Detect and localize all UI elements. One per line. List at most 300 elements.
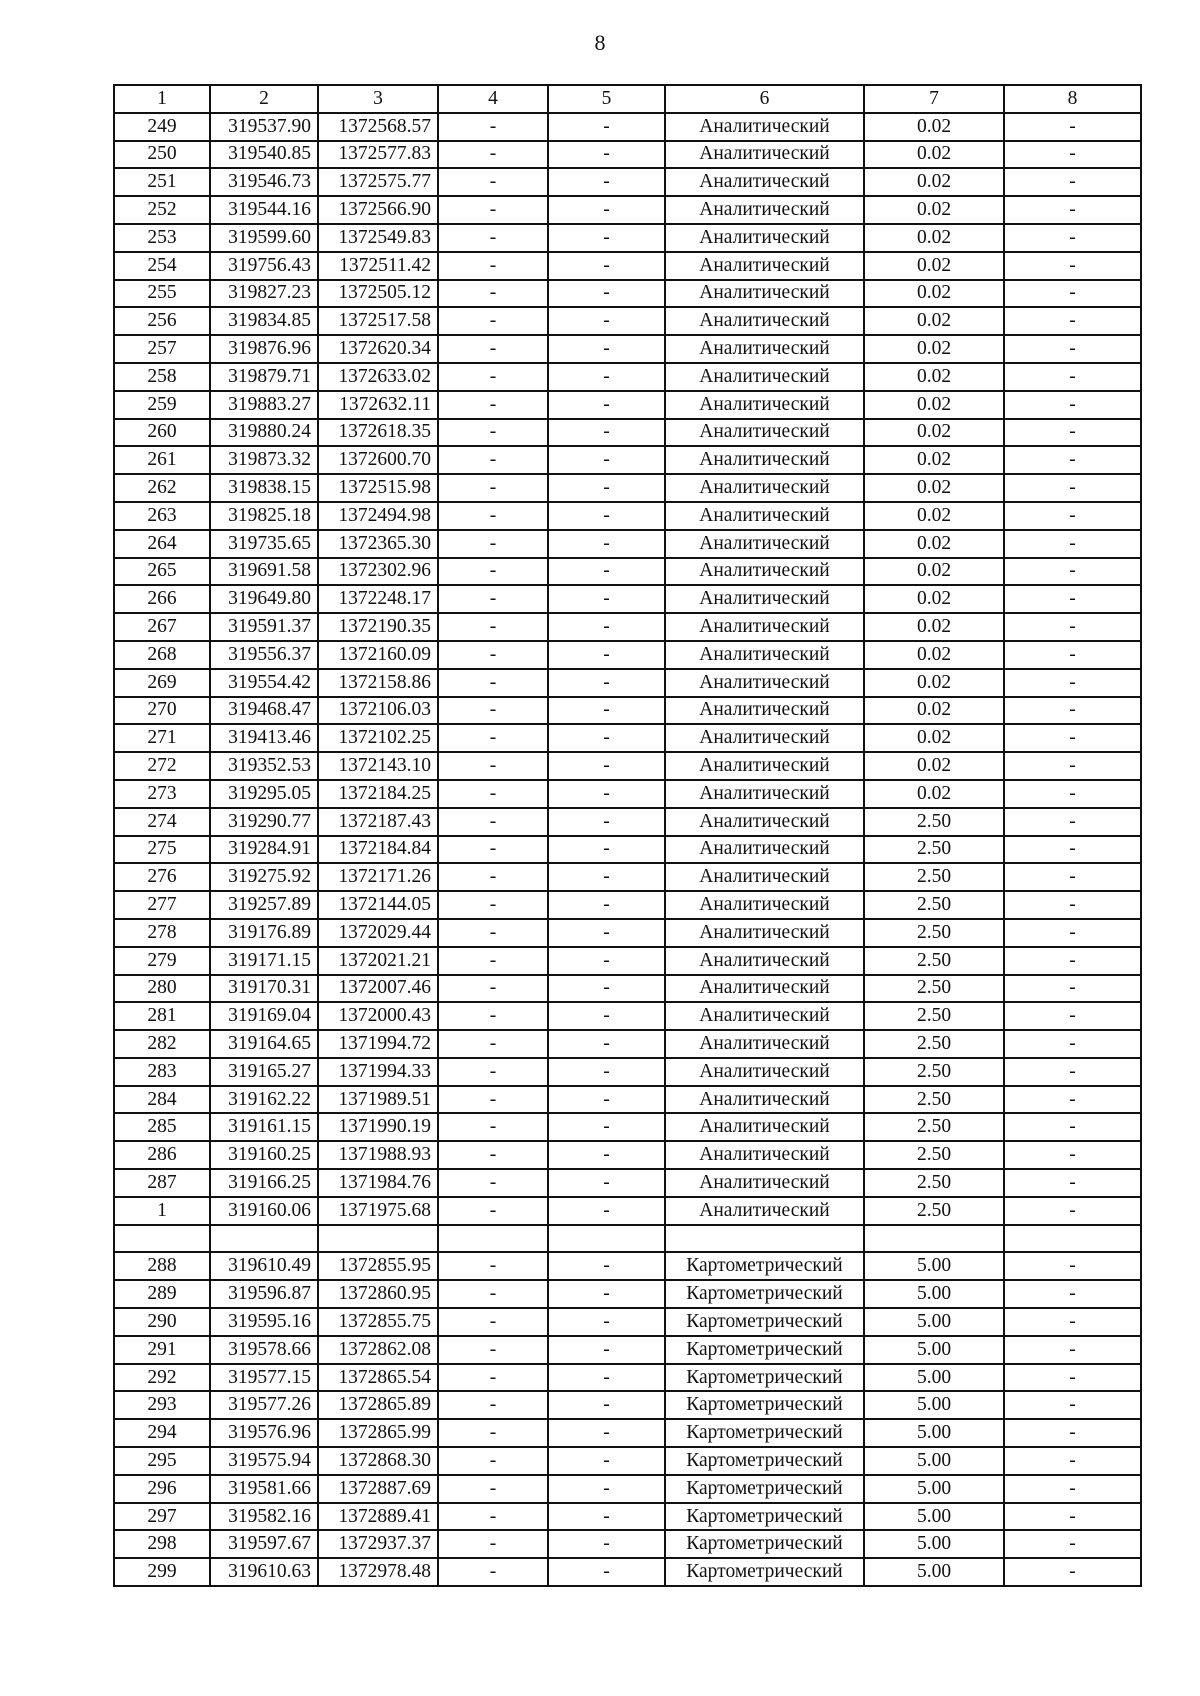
- col5-value-cell: -: [548, 252, 665, 280]
- col4-value-cell: -: [438, 863, 548, 891]
- col5-value-cell: -: [548, 863, 665, 891]
- y-coordinate-cell: 1372855.75: [318, 1308, 438, 1336]
- point-number-cell: 263: [114, 502, 210, 530]
- x-coordinate-cell: 319610.49: [210, 1252, 318, 1280]
- table-row: [114, 1475, 1141, 1503]
- col4-value-cell: -: [438, 558, 548, 586]
- table-row: [114, 697, 1141, 725]
- table-row: [114, 1252, 1141, 1280]
- x-coordinate-cell: 319691.58: [210, 558, 318, 586]
- x-coordinate-cell: 319879.71: [210, 363, 318, 391]
- point-number-cell: 286: [114, 1141, 210, 1169]
- col4-value-cell: -: [438, 891, 548, 919]
- col8-value-cell: -: [1004, 113, 1141, 141]
- col5-value-cell: -: [548, 335, 665, 363]
- y-coordinate-cell: 1372855.95: [318, 1252, 438, 1280]
- accuracy-cell: 5.00: [864, 1364, 1004, 1392]
- y-coordinate-cell: 1372577.83: [318, 141, 438, 169]
- table-row: [114, 585, 1141, 613]
- method-cell: Аналитический: [665, 1030, 864, 1058]
- table-row: [114, 502, 1141, 530]
- point-number-cell: 271: [114, 724, 210, 752]
- point-number-cell: 260: [114, 419, 210, 447]
- accuracy-cell: 0.02: [864, 335, 1004, 363]
- col5-value-cell: -: [548, 724, 665, 752]
- x-coordinate-cell: 319352.53: [210, 752, 318, 780]
- col8-value-cell: -: [1004, 1002, 1141, 1030]
- col4-value-cell: -: [438, 1475, 548, 1503]
- accuracy-cell: 0.02: [864, 141, 1004, 169]
- x-coordinate-cell: 319834.85: [210, 307, 318, 335]
- x-coordinate-cell: 319599.60: [210, 224, 318, 252]
- col8-value-cell: -: [1004, 1503, 1141, 1531]
- col4-value-cell: -: [438, 224, 548, 252]
- point-number-cell: 284: [114, 1086, 210, 1114]
- y-coordinate-cell: 1372865.99: [318, 1419, 438, 1447]
- table-row: [114, 780, 1141, 808]
- y-coordinate-cell: 1372889.41: [318, 1503, 438, 1531]
- col4-value-cell: -: [438, 585, 548, 613]
- col5-value-cell: -: [548, 780, 665, 808]
- y-coordinate-cell: 1372365.30: [318, 530, 438, 558]
- col4-value-cell: -: [438, 697, 548, 725]
- y-coordinate-cell: 1372620.34: [318, 335, 438, 363]
- y-coordinate-cell: 1372860.95: [318, 1280, 438, 1308]
- accuracy-cell: 5.00: [864, 1530, 1004, 1558]
- accuracy-cell: 0.02: [864, 474, 1004, 502]
- col5-value-cell: -: [548, 1169, 665, 1197]
- y-coordinate-cell: 1372575.77: [318, 168, 438, 196]
- x-coordinate-cell: 319577.26: [210, 1391, 318, 1419]
- x-coordinate-cell: 319597.67: [210, 1530, 318, 1558]
- method-cell: Аналитический: [665, 502, 864, 530]
- col4-value-cell: -: [438, 1252, 548, 1280]
- table-row: [114, 669, 1141, 697]
- y-coordinate-cell: 1372515.98: [318, 474, 438, 502]
- y-coordinate-cell: 1372865.54: [318, 1364, 438, 1392]
- y-coordinate-cell: 1371989.51: [318, 1086, 438, 1114]
- method-cell: Картометрический: [665, 1308, 864, 1336]
- col4-value-cell: -: [438, 1419, 548, 1447]
- x-coordinate-cell: 319827.23: [210, 280, 318, 308]
- y-coordinate-cell: 1372184.25: [318, 780, 438, 808]
- table-row: [114, 141, 1141, 169]
- x-coordinate-cell: 319838.15: [210, 474, 318, 502]
- col4-value-cell: -: [438, 613, 548, 641]
- table-row: [114, 808, 1141, 836]
- method-cell: Аналитический: [665, 613, 864, 641]
- table-row: [114, 335, 1141, 363]
- point-number-cell: 288: [114, 1252, 210, 1280]
- method-cell: Аналитический: [665, 1086, 864, 1114]
- col8-value-cell: -: [1004, 280, 1141, 308]
- table-row: [114, 474, 1141, 502]
- table-row: [114, 975, 1141, 1003]
- x-coordinate-cell: 319257.89: [210, 891, 318, 919]
- accuracy-cell: 5.00: [864, 1280, 1004, 1308]
- accuracy-cell: 2.50: [864, 891, 1004, 919]
- point-number-cell: 1: [114, 1197, 210, 1225]
- point-number-cell: 262: [114, 474, 210, 502]
- col8-value-cell: -: [1004, 780, 1141, 808]
- accuracy-cell: 2.50: [864, 1030, 1004, 1058]
- table-row: [114, 1002, 1141, 1030]
- method-cell: Картометрический: [665, 1558, 864, 1586]
- point-number-cell: 287: [114, 1169, 210, 1197]
- col4-value-cell: -: [438, 1447, 548, 1475]
- x-coordinate-cell: 319554.42: [210, 669, 318, 697]
- method-cell: Аналитический: [665, 780, 864, 808]
- point-number-cell: 251: [114, 168, 210, 196]
- method-cell: Картометрический: [665, 1475, 864, 1503]
- col5-value-cell: -: [548, 1113, 665, 1141]
- col5-value-cell: -: [548, 307, 665, 335]
- method-cell: Аналитический: [665, 168, 864, 196]
- y-coordinate-cell: 1372021.21: [318, 947, 438, 975]
- point-number-cell: 259: [114, 391, 210, 419]
- y-coordinate-cell: 1372633.02: [318, 363, 438, 391]
- point-number-cell: 297: [114, 1503, 210, 1531]
- method-cell: Аналитический: [665, 558, 864, 586]
- y-coordinate-cell: 1372302.96: [318, 558, 438, 586]
- accuracy-cell: 2.50: [864, 1169, 1004, 1197]
- x-coordinate-cell: 319735.65: [210, 530, 318, 558]
- col5-value-cell: -: [548, 196, 665, 224]
- table-row: [114, 1364, 1141, 1392]
- method-cell: Аналитический: [665, 724, 864, 752]
- col5-value-cell: -: [548, 391, 665, 419]
- x-coordinate-cell: 319169.04: [210, 1002, 318, 1030]
- empty-cell: [438, 1225, 548, 1253]
- col4-value-cell: -: [438, 641, 548, 669]
- col8-value-cell: -: [1004, 252, 1141, 280]
- table-row: [114, 530, 1141, 558]
- accuracy-cell: 5.00: [864, 1391, 1004, 1419]
- col4-value-cell: -: [438, 419, 548, 447]
- col8-value-cell: -: [1004, 1030, 1141, 1058]
- col5-value-cell: -: [548, 669, 665, 697]
- col8-value-cell: -: [1004, 947, 1141, 975]
- table-row: [114, 419, 1141, 447]
- point-number-cell: 295: [114, 1447, 210, 1475]
- accuracy-cell: 0.02: [864, 446, 1004, 474]
- col8-value-cell: -: [1004, 724, 1141, 752]
- table-row: [114, 224, 1141, 252]
- col8-value-cell: -: [1004, 558, 1141, 586]
- col4-value-cell: -: [438, 1197, 548, 1225]
- method-cell: Аналитический: [665, 697, 864, 725]
- accuracy-cell: 0.02: [864, 280, 1004, 308]
- accuracy-cell: 2.50: [864, 1002, 1004, 1030]
- table-row: [114, 1086, 1141, 1114]
- point-number-cell: 294: [114, 1419, 210, 1447]
- table-body: [114, 113, 1141, 1586]
- accuracy-cell: 2.50: [864, 919, 1004, 947]
- y-coordinate-cell: 1372190.35: [318, 613, 438, 641]
- point-number-cell: 296: [114, 1475, 210, 1503]
- col4-value-cell: -: [438, 1364, 548, 1392]
- y-coordinate-cell: 1372000.43: [318, 1002, 438, 1030]
- method-cell: Аналитический: [665, 419, 864, 447]
- col4-value-cell: -: [438, 1002, 548, 1030]
- col5-value-cell: -: [548, 113, 665, 141]
- col8-value-cell: -: [1004, 307, 1141, 335]
- table-row: [114, 863, 1141, 891]
- col8-value-cell: -: [1004, 1113, 1141, 1141]
- col5-value-cell: -: [548, 1530, 665, 1558]
- method-cell: Аналитический: [665, 808, 864, 836]
- empty-cell: [210, 1225, 318, 1253]
- method-cell: Картометрический: [665, 1336, 864, 1364]
- accuracy-cell: 5.00: [864, 1558, 1004, 1586]
- accuracy-cell: 0.02: [864, 168, 1004, 196]
- coordinates-table: [113, 84, 1142, 1587]
- y-coordinate-cell: 1372106.03: [318, 697, 438, 725]
- accuracy-cell: 0.02: [864, 252, 1004, 280]
- accuracy-cell: 0.02: [864, 752, 1004, 780]
- table-row: [114, 1058, 1141, 1086]
- accuracy-cell: 0.02: [864, 530, 1004, 558]
- x-coordinate-cell: 319164.65: [210, 1030, 318, 1058]
- table-row: [114, 919, 1141, 947]
- point-number-cell: 249: [114, 113, 210, 141]
- x-coordinate-cell: 319873.32: [210, 446, 318, 474]
- table-row: [114, 1141, 1141, 1169]
- accuracy-cell: 2.50: [864, 1141, 1004, 1169]
- col4-value-cell: -: [438, 947, 548, 975]
- accuracy-cell: 0.02: [864, 113, 1004, 141]
- point-number-cell: 270: [114, 697, 210, 725]
- col5-value-cell: -: [548, 1308, 665, 1336]
- accuracy-cell: 0.02: [864, 363, 1004, 391]
- col8-value-cell: -: [1004, 585, 1141, 613]
- table-row: [114, 1391, 1141, 1419]
- col8-value-cell: -: [1004, 669, 1141, 697]
- accuracy-cell: 0.02: [864, 613, 1004, 641]
- method-cell: Аналитический: [665, 1169, 864, 1197]
- y-coordinate-cell: 1372511.42: [318, 252, 438, 280]
- col8-value-cell: -: [1004, 1058, 1141, 1086]
- col8-value-cell: -: [1004, 1558, 1141, 1586]
- y-coordinate-cell: 1372887.69: [318, 1475, 438, 1503]
- table-row: [114, 558, 1141, 586]
- method-cell: Аналитический: [665, 836, 864, 864]
- col8-value-cell: -: [1004, 975, 1141, 1003]
- x-coordinate-cell: 319610.63: [210, 1558, 318, 1586]
- col5-value-cell: -: [548, 808, 665, 836]
- y-coordinate-cell: 1372184.84: [318, 836, 438, 864]
- col8-value-cell: -: [1004, 836, 1141, 864]
- method-cell: Аналитический: [665, 1002, 864, 1030]
- method-cell: Аналитический: [665, 196, 864, 224]
- table-row: [114, 1530, 1141, 1558]
- col5-value-cell: -: [548, 1252, 665, 1280]
- table-row: [114, 252, 1141, 280]
- col5-value-cell: -: [548, 502, 665, 530]
- col8-value-cell: -: [1004, 808, 1141, 836]
- empty-cell: [665, 1225, 864, 1253]
- empty-cell: [114, 1225, 210, 1253]
- point-number-cell: 281: [114, 1002, 210, 1030]
- col4-value-cell: -: [438, 919, 548, 947]
- table-row: [114, 196, 1141, 224]
- method-cell: Аналитический: [665, 585, 864, 613]
- x-coordinate-cell: 319165.27: [210, 1058, 318, 1086]
- table-row: [114, 891, 1141, 919]
- accuracy-cell: 0.02: [864, 391, 1004, 419]
- x-coordinate-cell: 319540.85: [210, 141, 318, 169]
- point-number-cell: 264: [114, 530, 210, 558]
- column-header-8: 8: [1004, 85, 1141, 113]
- method-cell: Аналитический: [665, 530, 864, 558]
- accuracy-cell: 2.50: [864, 808, 1004, 836]
- point-number-cell: 272: [114, 752, 210, 780]
- accuracy-cell: 0.02: [864, 780, 1004, 808]
- col8-value-cell: -: [1004, 502, 1141, 530]
- accuracy-cell: 0.02: [864, 724, 1004, 752]
- x-coordinate-cell: 319544.16: [210, 196, 318, 224]
- x-coordinate-cell: 319575.94: [210, 1447, 318, 1475]
- accuracy-cell: 0.02: [864, 558, 1004, 586]
- col4-value-cell: -: [438, 1308, 548, 1336]
- y-coordinate-cell: 1371975.68: [318, 1197, 438, 1225]
- col8-value-cell: -: [1004, 1336, 1141, 1364]
- col5-value-cell: -: [548, 1558, 665, 1586]
- accuracy-cell: 2.50: [864, 1086, 1004, 1114]
- col4-value-cell: -: [438, 168, 548, 196]
- table-row: [114, 1197, 1141, 1225]
- accuracy-cell: 0.02: [864, 669, 1004, 697]
- col8-value-cell: -: [1004, 391, 1141, 419]
- y-coordinate-cell: 1372248.17: [318, 585, 438, 613]
- accuracy-cell: 2.50: [864, 863, 1004, 891]
- column-header-1: 1: [114, 85, 210, 113]
- method-cell: Картометрический: [665, 1419, 864, 1447]
- y-coordinate-cell: 1372517.58: [318, 307, 438, 335]
- table-row: [114, 307, 1141, 335]
- x-coordinate-cell: 319825.18: [210, 502, 318, 530]
- x-coordinate-cell: 319295.05: [210, 780, 318, 808]
- method-cell: Аналитический: [665, 307, 864, 335]
- col4-value-cell: -: [438, 196, 548, 224]
- point-number-cell: 285: [114, 1113, 210, 1141]
- col8-value-cell: -: [1004, 863, 1141, 891]
- col5-value-cell: -: [548, 1086, 665, 1114]
- col4-value-cell: -: [438, 391, 548, 419]
- accuracy-cell: 0.02: [864, 307, 1004, 335]
- col5-value-cell: -: [548, 1280, 665, 1308]
- x-coordinate-cell: 319578.66: [210, 1336, 318, 1364]
- col5-value-cell: -: [548, 168, 665, 196]
- accuracy-cell: 5.00: [864, 1252, 1004, 1280]
- col8-value-cell: -: [1004, 530, 1141, 558]
- method-cell: Аналитический: [665, 919, 864, 947]
- point-number-cell: 256: [114, 307, 210, 335]
- method-cell: Аналитический: [665, 363, 864, 391]
- col8-value-cell: -: [1004, 1391, 1141, 1419]
- col4-value-cell: -: [438, 780, 548, 808]
- col4-value-cell: -: [438, 752, 548, 780]
- accuracy-cell: 5.00: [864, 1475, 1004, 1503]
- col4-value-cell: -: [438, 280, 548, 308]
- method-cell: Аналитический: [665, 1058, 864, 1086]
- col8-value-cell: -: [1004, 1086, 1141, 1114]
- col8-value-cell: -: [1004, 141, 1141, 169]
- y-coordinate-cell: 1371984.76: [318, 1169, 438, 1197]
- x-coordinate-cell: 319883.27: [210, 391, 318, 419]
- method-cell: Аналитический: [665, 335, 864, 363]
- method-cell: Картометрический: [665, 1364, 864, 1392]
- x-coordinate-cell: 319537.90: [210, 113, 318, 141]
- x-coordinate-cell: 319581.66: [210, 1475, 318, 1503]
- y-coordinate-cell: 1372568.57: [318, 113, 438, 141]
- y-coordinate-cell: 1372978.48: [318, 1558, 438, 1586]
- y-coordinate-cell: 1372600.70: [318, 446, 438, 474]
- table-row: [114, 1503, 1141, 1531]
- table-row: [114, 113, 1141, 141]
- method-cell: Аналитический: [665, 224, 864, 252]
- col5-value-cell: -: [548, 1419, 665, 1447]
- col5-value-cell: -: [548, 530, 665, 558]
- col8-value-cell: -: [1004, 1252, 1141, 1280]
- y-coordinate-cell: 1371988.93: [318, 1141, 438, 1169]
- col5-value-cell: -: [548, 836, 665, 864]
- point-number-cell: 289: [114, 1280, 210, 1308]
- col4-value-cell: -: [438, 446, 548, 474]
- empty-cell: [864, 1225, 1004, 1253]
- accuracy-cell: 2.50: [864, 836, 1004, 864]
- table-row: [114, 1558, 1141, 1586]
- accuracy-cell: 2.50: [864, 947, 1004, 975]
- x-coordinate-cell: 319595.16: [210, 1308, 318, 1336]
- y-coordinate-cell: 1372143.10: [318, 752, 438, 780]
- y-coordinate-cell: 1371994.72: [318, 1030, 438, 1058]
- y-coordinate-cell: 1372029.44: [318, 919, 438, 947]
- col4-value-cell: -: [438, 502, 548, 530]
- point-number-cell: 283: [114, 1058, 210, 1086]
- point-number-cell: 252: [114, 196, 210, 224]
- y-coordinate-cell: 1371990.19: [318, 1113, 438, 1141]
- accuracy-cell: 2.50: [864, 1197, 1004, 1225]
- method-cell: Аналитический: [665, 391, 864, 419]
- x-coordinate-cell: 319413.46: [210, 724, 318, 752]
- col5-value-cell: -: [548, 1503, 665, 1531]
- table-row: [114, 1169, 1141, 1197]
- col4-value-cell: -: [438, 836, 548, 864]
- col4-value-cell: -: [438, 1280, 548, 1308]
- y-coordinate-cell: 1372144.05: [318, 891, 438, 919]
- col5-value-cell: -: [548, 280, 665, 308]
- point-number-cell: 275: [114, 836, 210, 864]
- point-number-cell: 267: [114, 613, 210, 641]
- point-number-cell: 291: [114, 1336, 210, 1364]
- col4-value-cell: -: [438, 1336, 548, 1364]
- table-row: [114, 363, 1141, 391]
- col4-value-cell: -: [438, 113, 548, 141]
- col8-value-cell: -: [1004, 613, 1141, 641]
- col4-value-cell: -: [438, 724, 548, 752]
- col5-value-cell: -: [548, 1197, 665, 1225]
- col4-value-cell: -: [438, 1558, 548, 1586]
- method-cell: Аналитический: [665, 113, 864, 141]
- method-cell: Картометрический: [665, 1503, 864, 1531]
- col4-value-cell: -: [438, 141, 548, 169]
- point-number-cell: 266: [114, 585, 210, 613]
- x-coordinate-cell: 319171.15: [210, 947, 318, 975]
- point-number-cell: 268: [114, 641, 210, 669]
- method-cell: Аналитический: [665, 474, 864, 502]
- table-row: [114, 1308, 1141, 1336]
